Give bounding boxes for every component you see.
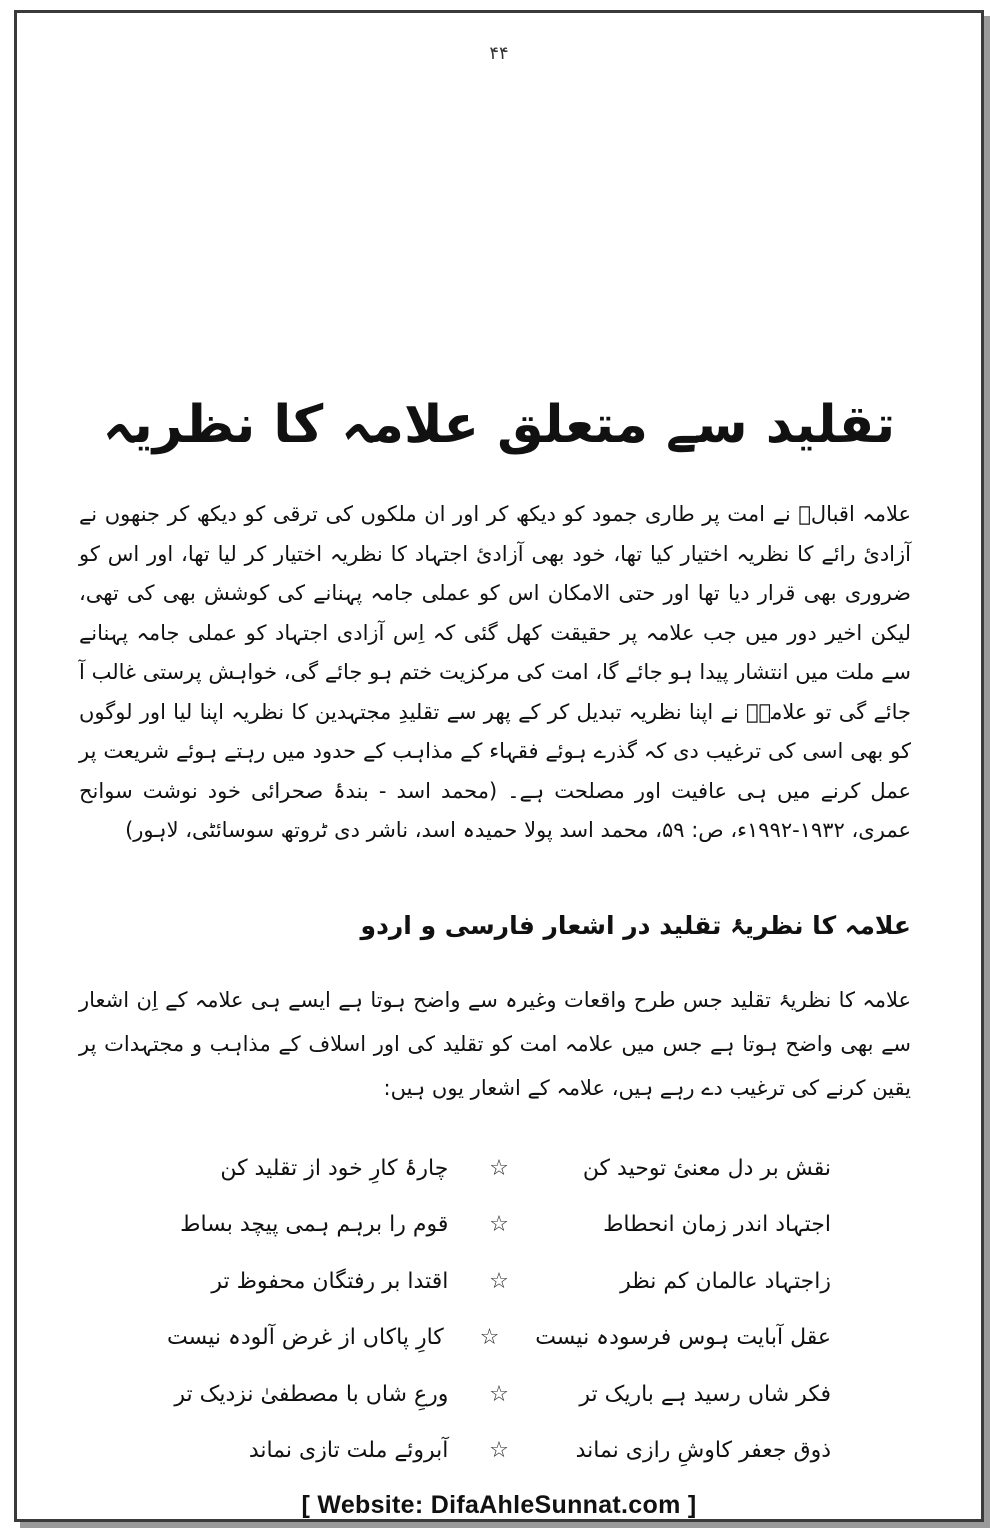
verse-list — [167, 1140, 831, 1479]
star-icon: ☆ — [489, 1268, 509, 1294]
verse-second-line: کارِ پاکاں از غرض آلودہ نیست — [167, 1325, 444, 1351]
verse-row — [167, 1197, 831, 1254]
star-icon: ☆ — [489, 1438, 509, 1464]
verse-row — [167, 1253, 831, 1310]
verse-second-line: ورعِ شاں با مصطفیٰ نزدیک تر — [174, 1381, 449, 1407]
verse-first-line: نقش بر دل معنیٔ توحید کن — [582, 1155, 831, 1181]
website-footer: [ Website: DifaAhleSunnat.com ] — [301, 1491, 697, 1519]
verse-first-line: زاجتہاد عالمان کم نظر — [620, 1268, 831, 1294]
verse-first-line: اجتہاد اندر زمان انحطاط — [603, 1212, 831, 1238]
verse-row — [167, 1310, 831, 1367]
verse-first-line: ذوق جعفر کاوشِ رازی نماند — [575, 1438, 831, 1464]
verse-first-line: عقل آبایت ہوس فرسودہ نیست — [535, 1325, 831, 1351]
verse-row — [167, 1140, 831, 1197]
page-number: ۴۴ — [489, 43, 509, 64]
star-icon: ☆ — [479, 1325, 500, 1351]
paragraph-2: علامہ کا نظریۂ تقلید جس طرح واقعات وغیرہ سے واضح ہوتا ہے ایسے ہی علامہ کے اِن اشعار سے بھی واضح ہوتا ہے جس میں علامہ امت کو تقلید کی اور اسلاف کے مذاہب و مجتہدات پر یقین کرنے کی ترغیب دے رہے ہیں، علامہ کے اشعار یوں ہیں: — [79, 988, 911, 1100]
verse-second-line: آبروئے ملت تازی نماند — [248, 1438, 449, 1464]
star-icon: ☆ — [489, 1212, 509, 1238]
page-title: تقلید سے متعلق علامہ کا نظریہ — [102, 395, 896, 455]
star-icon: ☆ — [489, 1155, 509, 1181]
verse-second-line: چارۂ کارِ خود از تقلید کن — [220, 1155, 449, 1181]
verse-first-line: فکر شاں رسید ہے باریک تر — [579, 1381, 831, 1407]
verse-row — [167, 1423, 831, 1480]
star-icon: ☆ — [489, 1381, 509, 1407]
verse-second-line: قوم را برہم ہمی پیچد بساط — [180, 1212, 449, 1238]
section-subheading: علامہ کا نظریۂ تقلید در اشعار فارسی و اردو — [360, 911, 911, 940]
verse-row — [167, 1366, 831, 1423]
page-frame — [14, 10, 984, 1522]
paragraph-1: علامہ اقبالؒ نے امت پر طاری جمود کو دیکھ کر اور ان ملکوں کی ترقی کو دیکھ کر جنھوں نے آزادئ رائے کا نظریہ اختیار کیا تھا، خود بھی آزادئ اجتہاد کا نظریہ اختیار کر لیا تھا، اور اس کو ضروری بھی قرار دیا تھا اور حتی الامکان اس کو عملی جامہ پہنانے کی کوشش بھی کی تھی، لیکن اخیر دور میں جب علامہ پر حقیقت کھل گئی کہ اِس آزادی اجتہاد کو عملی جامہ پہنانے سے ملت میں انتشار پیدا ہو جائے گا، امت کی مرکزیت ختم ہو جائے گی، خواہش پرستی غالب آ جائے گی تو علامہؒ نے اپنا نظریہ تبدیل کر کے پھر سے تقلیدِ مجتہدین کا نظریہ اپنا لیا اور لوگوں کو بھی اسی کی ترغیب دی کہ گذرے ہوئے فقہاء کے مذاہب کے حدود میں رہتے ہوئے شریعت پر عمل کرنے میں ہی عافیت اور مصلحت ہے۔ (محمد اسد - بندۂ صحرائی خود نوشت سوانح عمری، ۱۹۳۲-۱۹۹۲ء، ص: ۵۹، محمد اسد پولا حمیدہ اسد، ناشر دی ٹروتھ سوسائٹی، لاہور) — [79, 502, 911, 842]
verse-second-line: اقتدا بر رفتگان محفوظ تر — [211, 1268, 449, 1294]
